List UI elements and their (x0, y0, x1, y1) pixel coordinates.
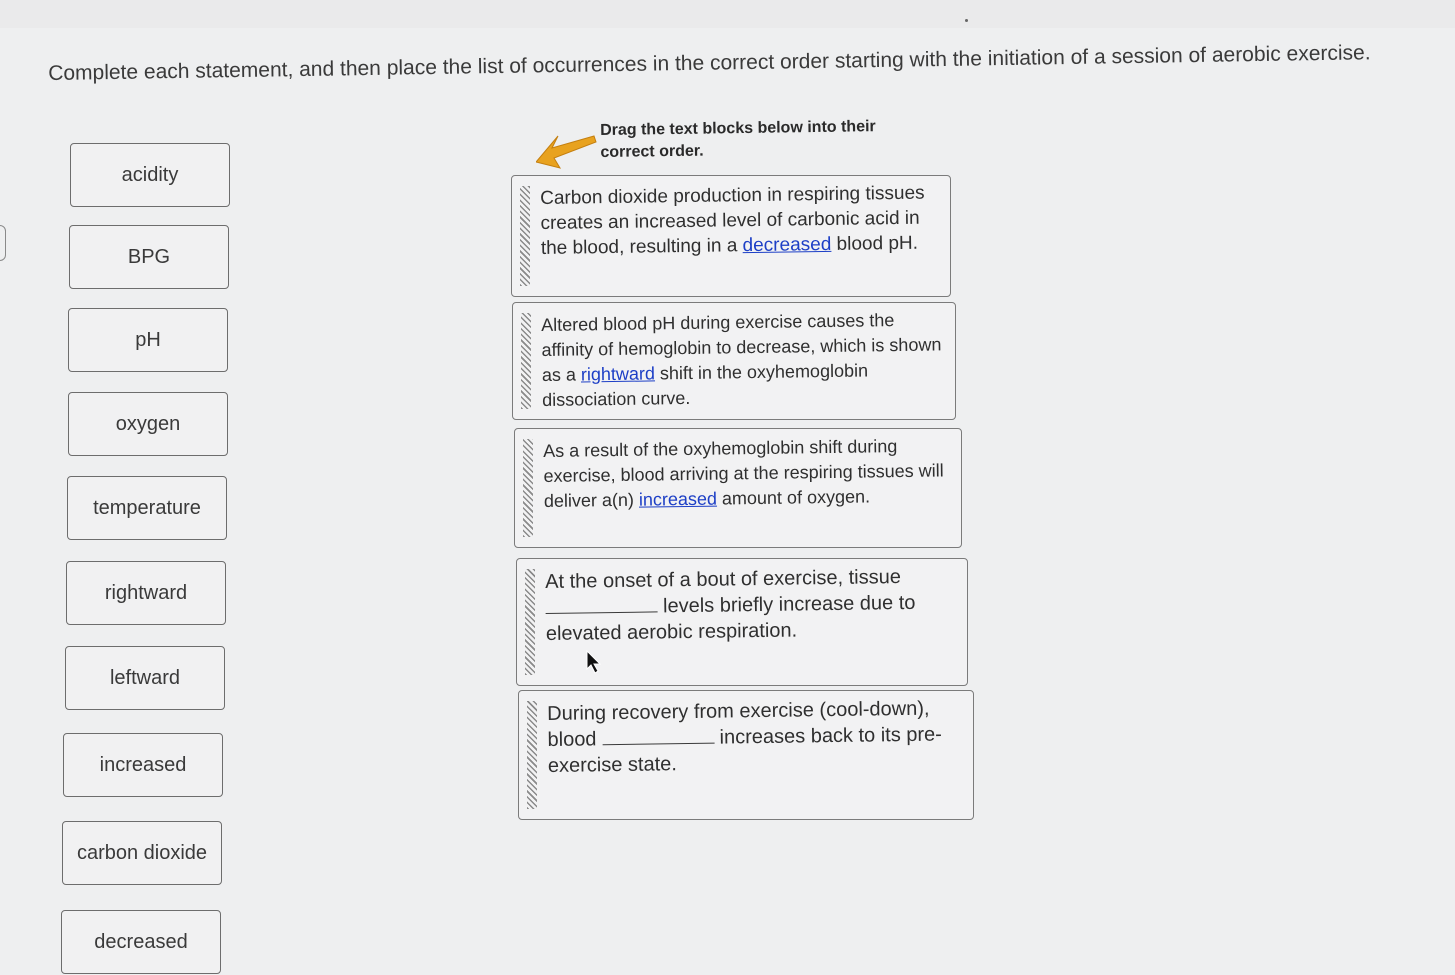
block-text: At the onset of a bout of exercise, tissue levels briefly increase due to elevated aerobic respiration. (545, 566, 916, 645)
answer-blank[interactable] (545, 595, 657, 614)
mouse-cursor-icon (586, 650, 602, 674)
word-tile-oxygen[interactable]: oxygen (68, 392, 228, 456)
arrow-icon (536, 128, 598, 174)
filled-word[interactable]: decreased (742, 233, 832, 257)
order-block-3[interactable] (514, 428, 962, 548)
left-collapse-tab[interactable] (0, 225, 6, 261)
word-tile-acidity[interactable]: acidity (70, 143, 230, 207)
decorative-dot (965, 19, 968, 22)
block-text: As a result of the oxyhemoglobin shift during exercise, blood arriving at the respiring tissues will deliver a(n) increased amount of oxygen. (543, 436, 944, 511)
word-tile-bpg[interactable]: BPG (69, 225, 229, 289)
drag-handle-icon[interactable] (527, 701, 537, 809)
filled-word[interactable]: increased (638, 488, 718, 510)
drag-hint (536, 118, 916, 178)
top-strip (0, 0, 1455, 28)
answer-blank[interactable] (602, 727, 714, 746)
drag-handle-icon[interactable] (521, 313, 531, 409)
word-tile-ph[interactable]: pH (68, 308, 228, 372)
block-text: During recovery from exercise (cool-down), blood increases back to its pre-exercise state. (547, 697, 943, 777)
order-block-2[interactable] (512, 302, 956, 420)
word-tile-leftward[interactable]: leftward (65, 646, 225, 710)
drag-handle-icon[interactable] (523, 439, 533, 537)
block-text: Carbon dioxide production in respiring tissues creates an increased level of carbonic acid in the blood, resulting in a decreased blood pH. (540, 182, 925, 259)
order-block-1[interactable] (511, 175, 951, 297)
word-tile-rightward[interactable]: rightward (66, 561, 226, 625)
word-tile-carbon-dioxide[interactable]: carbon dioxide (62, 821, 222, 885)
order-block-4[interactable] (516, 558, 968, 686)
order-block-5[interactable] (518, 690, 974, 820)
word-tile-increased[interactable]: increased (63, 733, 223, 797)
word-tile-decreased[interactable]: decreased (61, 910, 221, 974)
drag-hint-text: Drag the text blocks below into their correct order. (600, 118, 876, 161)
drag-handle-icon[interactable] (520, 186, 530, 286)
instructions: Complete each statement, and then place the list of occurrences in the correct order starting with the initiation of a session of aerobic exercise. (48, 41, 1371, 85)
filled-word[interactable]: rightward (580, 363, 656, 385)
word-tile-temperature[interactable]: temperature (67, 476, 227, 540)
block-text: Altered blood pH during exercise causes the affinity of hemoglobin to decrease, which is shown as a rightward shift in the oxyhemoglobin dissociation curve. (541, 310, 942, 410)
drag-handle-icon[interactable] (525, 569, 535, 675)
